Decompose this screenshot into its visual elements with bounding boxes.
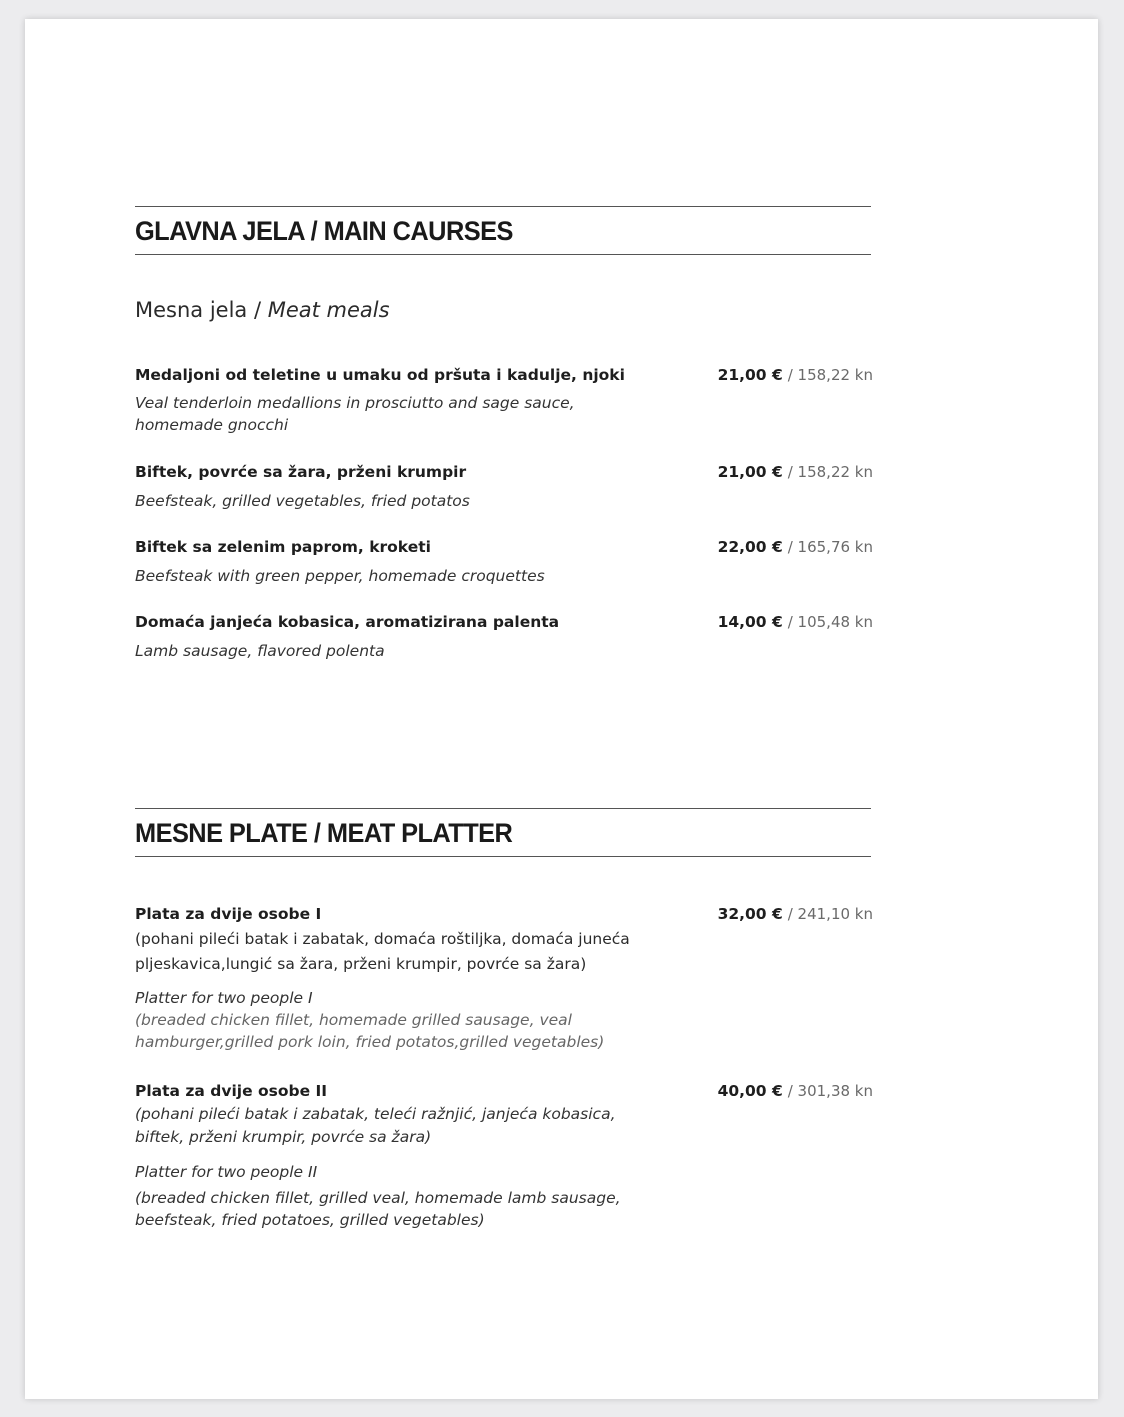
item-name: Plata za dvije osobe II bbox=[135, 1082, 328, 1100]
menu-item bbox=[135, 612, 871, 662]
item-description-hr: (pohani pileći batak i zabatak, teleći ražnjić, janjeća kobasica, biftek, prženi krumpir, povrće sa žara) bbox=[135, 1105, 616, 1146]
price-eur: 21,00 € bbox=[717, 366, 783, 384]
price-eur: 40,00 € bbox=[717, 1082, 783, 1100]
menu-item bbox=[135, 462, 871, 512]
item-price bbox=[718, 904, 873, 924]
item-price bbox=[718, 612, 873, 632]
section-header bbox=[135, 808, 871, 857]
section-title: GLAVNA JELA / MAIN CAURSES bbox=[135, 216, 513, 246]
menu-page bbox=[25, 19, 1098, 1399]
price-kn: / 301,38 kn bbox=[787, 1082, 873, 1100]
price-kn: / 158,22 kn bbox=[787, 463, 873, 481]
price-eur: 22,00 € bbox=[717, 538, 783, 556]
subsection-title-hr: Mesna jela / bbox=[135, 298, 262, 322]
subsection-title-en: Meat meals bbox=[267, 298, 390, 322]
section-header bbox=[135, 206, 871, 255]
item-description-hr: (pohani pileći batak i zabatak, domaća roštiljka, domaća juneća pljeskavica,lungić sa žara, prženi krumpir, povrće sa žara) bbox=[135, 930, 630, 973]
menu-item bbox=[135, 904, 871, 1053]
item-name: Biftek sa zelenim paprom, kroketi bbox=[135, 538, 431, 556]
subsection-title bbox=[135, 298, 390, 322]
item-name: Biftek, povrće sa žara, prženi krumpir bbox=[135, 463, 467, 481]
price-eur: 14,00 € bbox=[717, 613, 783, 631]
item-description-en: (breaded chicken fillet, homemade grilled sausage, veal hamburger,grilled pork loin, fried potatos,grilled vegetables) bbox=[135, 1011, 605, 1051]
item-price bbox=[718, 365, 873, 385]
price-kn: / 165,76 kn bbox=[787, 538, 873, 556]
price-kn: / 241,10 kn bbox=[787, 905, 873, 923]
item-description: Beefsteak, grilled vegetables, fried potatos bbox=[135, 492, 470, 510]
item-name: Medaljoni od teletine u umaku od pršuta i kadulje, njoki bbox=[135, 366, 625, 384]
item-description: Beefsteak with green pepper, homemade croquettes bbox=[135, 567, 545, 585]
item-description: Veal tenderloin medallions in prosciutto and sage sauce, homemade gnocchi bbox=[135, 394, 575, 434]
item-name-en: Platter for two people II bbox=[135, 1163, 318, 1181]
price-eur: 21,00 € bbox=[717, 463, 783, 481]
menu-item bbox=[135, 365, 871, 436]
price-kn: / 158,22 kn bbox=[787, 366, 873, 384]
section-title: MESNE PLATE / MEAT PLATTER bbox=[135, 818, 513, 848]
item-description-en: (breaded chicken fillet, grilled veal, homemade lamb sausage, beefsteak, fried potatoes, grilled vegetables) bbox=[135, 1189, 621, 1229]
item-price bbox=[718, 1081, 873, 1101]
menu-item bbox=[135, 537, 871, 587]
price-eur: 32,00 € bbox=[717, 905, 783, 923]
price-kn: / 105,48 kn bbox=[787, 613, 873, 631]
item-name: Domaća janjeća kobasica, aromatizirana palenta bbox=[135, 613, 560, 631]
item-price bbox=[718, 537, 873, 557]
item-name: Plata za dvije osobe I bbox=[135, 905, 322, 923]
item-name-en: Platter for two people I bbox=[135, 989, 313, 1007]
item-description: Lamb sausage, flavored polenta bbox=[135, 642, 385, 660]
item-price bbox=[718, 462, 873, 482]
menu-item bbox=[135, 1081, 871, 1231]
